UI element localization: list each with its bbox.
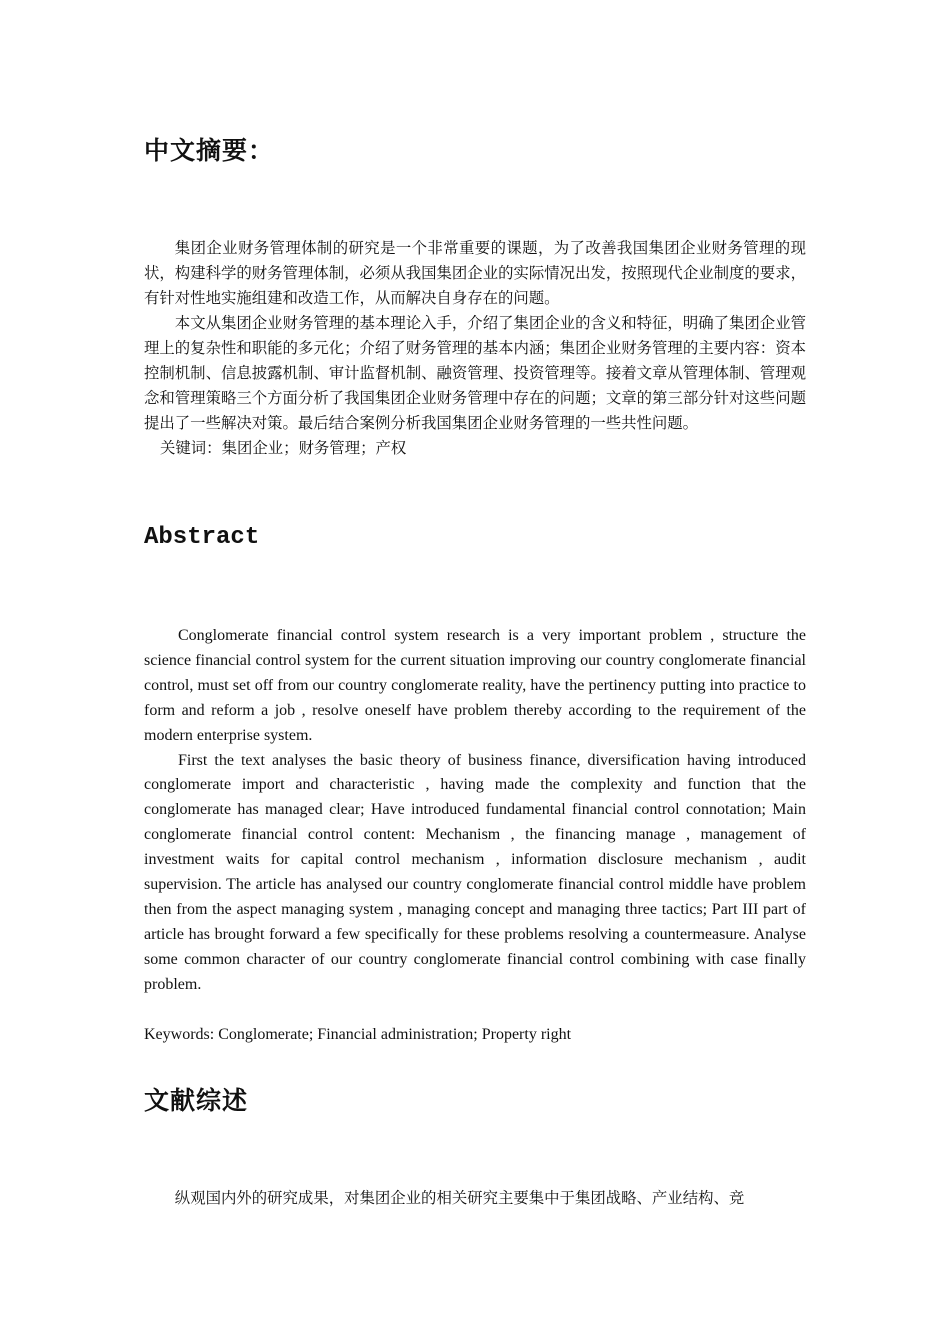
chinese-abstract-paragraph-1: 集团企业财务管理体制的研究是一个非常重要的课题，为了改善我国集团企业财务管理的现状，构建科学的财务管理体制，必须从我国集团企业的实际情况出发，按照现代企业制度的要求，有针对性地实施组建和改造工作，从而解决自身存在的问题。 <box>144 239 806 307</box>
chinese-abstract-body <box>144 236 806 461</box>
english-abstract-paragraph-1: Conglomerate financial control system research is a very important problem , structure the science financial control system for the current situation improving our country conglomerate financial control, must set off from our country conglomerate reality, have the pertinency putting into practice to form and reform a job , resolve oneself have problem thereby according to the requirement of the modern enterprise system. <box>144 627 806 744</box>
literature-review-heading: 文献综述 <box>144 1086 249 1115</box>
english-abstract-body <box>144 624 806 998</box>
english-abstract-paragraph-2: First the text analyses the basic theory of business finance, diversification having introduced conglomerate import and characteristic , having made the complexity and function that the conglomerate has managed clear; Have introduced fundamental financial control connotation; Main conglomerate financial control content: Mechanism , the financing manage , management of investment waits for capital control mechanism , information disclosure mechanism , audit supervision. The article has analysed our country conglomerate financial control middle have problem then from the aspect managing system , managing concept and managing three tactics; Part III part of article has brought forward a few specifically for these problems resolving a countermeasure. Analyse some common character of our country conglomerate financial control combining with case finally problem. <box>144 751 806 993</box>
chinese-abstract-paragraph-2: 本文从集团企业财务管理的基本理论入手，介绍了集团企业的含义和特征，明确了集团企业管理上的复杂性和职能的多元化；介绍了财务管理的基本内涵；集团企业财务管理的主要内容：资本控制机制、信息披露机制、审计监督机制、融资管理、投资管理等。接着文章从管理体制、管理观念和管理策略三个方面分析了我国集团企业财务管理中存在的问题；文章的第三部分针对这些问题提出了一些解决对策。最后结合案例分析我国集团企业财务管理的一些共性问题。 <box>144 314 806 432</box>
chinese-keywords: 关键词：集团企业；财务管理；产权 <box>160 439 407 457</box>
chinese-abstract-heading: 中文摘要： <box>144 136 275 165</box>
literature-review-first-line: 纵观国内外的研究成果，对集团企业的相关研究主要集中于集团战略、产业结构、竞 <box>174 1189 745 1207</box>
english-abstract-heading: Abstract <box>144 524 260 551</box>
english-keywords: Keywords: Conglomerate; Financial administration; Property right <box>144 1026 572 1043</box>
